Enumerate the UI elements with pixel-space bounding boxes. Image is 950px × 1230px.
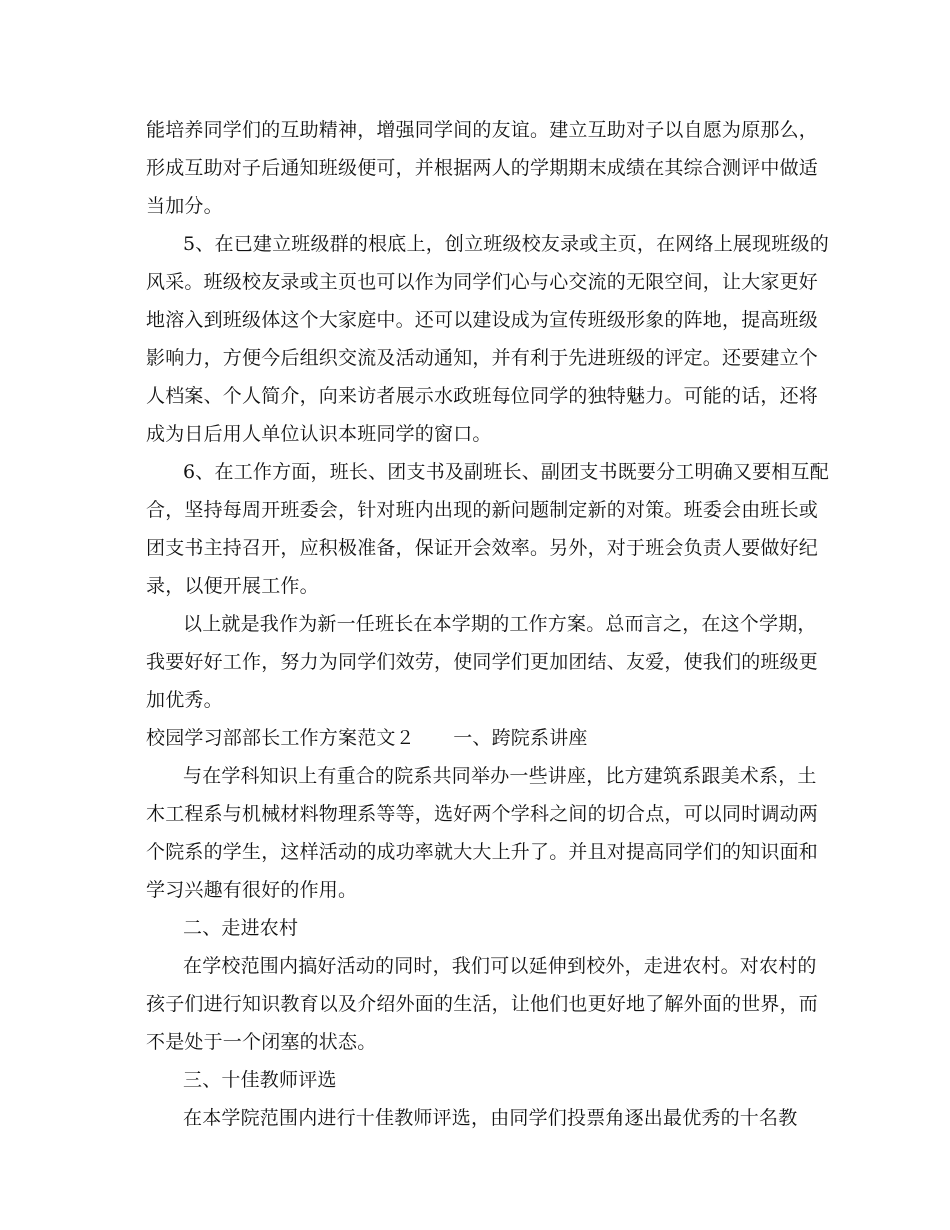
text-line: 形成互助对子后通知班级便可，并根据两人的学期期末成绩在其综合测评中做适	[146, 157, 819, 179]
text-line: 成为日后用人单位认识本班同学的窗口。	[146, 423, 492, 445]
section-heading: 二、走进农村	[183, 917, 299, 939]
text-line: 木工程系与机械材料物理系等等，选好两个学科之间的切合点，可以同时调动两	[146, 803, 819, 825]
text-line: 5、在已建立班级群的根底上，创立班级校友录或主页，在网络上展现班级的	[183, 233, 829, 255]
text-line: 加优秀。	[146, 689, 223, 711]
text-line: 在学校范围内搞好活动的同时，我们可以延伸到校外，走进农村。对农村的	[183, 955, 817, 977]
text-line: 学习兴趣有很好的作用。	[146, 879, 358, 901]
text-line: 在本学院范围内进行十佳教师评选，由同学们投票角逐出最优秀的十名教	[183, 1107, 798, 1129]
text-line: 与在学科知识上有重合的院系共同举办一些讲座，比方建筑系跟美术系，土	[183, 765, 817, 787]
text-line: 个院系的学生，这样活动的成功率就大大上升了。并且对提高同学们的知识面和	[146, 841, 819, 863]
text-line: 团支书主持召开，应积极准备，保证开会效率。另外，对于班会负责人要做好纪	[146, 537, 819, 559]
text-line: 录，以便开展工作。	[146, 575, 319, 597]
text-line: 我要好好工作，努力为同学们效劳，使同学们更加团结、友爱，使我们的班级更	[146, 651, 819, 673]
section-heading: 校园学习部部长工作方案范文２ 一、跨院系讲座	[146, 727, 588, 749]
text-line: 人档案、个人简介，向来访者展示水政班每位同学的独特魅力。可能的话，还将	[146, 385, 819, 407]
text-line: 能培养同学们的互助精神，增强同学间的友谊。建立互助对子以自愿为原那么，	[146, 119, 819, 141]
text-line: 当加分。	[146, 195, 223, 217]
text-line: 6、在工作方面，班长、团支书及副班长、副团支书既要分工明确又要相互配	[183, 461, 829, 483]
text-line: 影响力，方便今后组织交流及活动通知，并有利于先进班级的评定。还要建立个	[146, 347, 819, 369]
text-line: 地溶入到班级体这个大家庭中。还可以建设成为宣传班级形象的阵地，提高班级	[146, 309, 819, 331]
text-line: 孩子们进行知识教育以及介绍外面的生活，让他们也更好地了解外面的世界，而	[146, 993, 819, 1015]
text-line: 风采。班级校友录或主页也可以作为同学们心与心交流的无限空间，让大家更好	[146, 271, 819, 293]
section-heading: 三、十佳教师评选	[183, 1069, 337, 1091]
text-line: 合，坚持每周开班委会，针对班内出现的新问题制定新的对策。班委会由班长或	[146, 499, 819, 521]
text-line: 不是处于一个闭塞的状态。	[146, 1031, 377, 1053]
text-line: 以上就是我作为新一任班长在本学期的工作方案。总而言之，在这个学期，	[183, 613, 817, 635]
